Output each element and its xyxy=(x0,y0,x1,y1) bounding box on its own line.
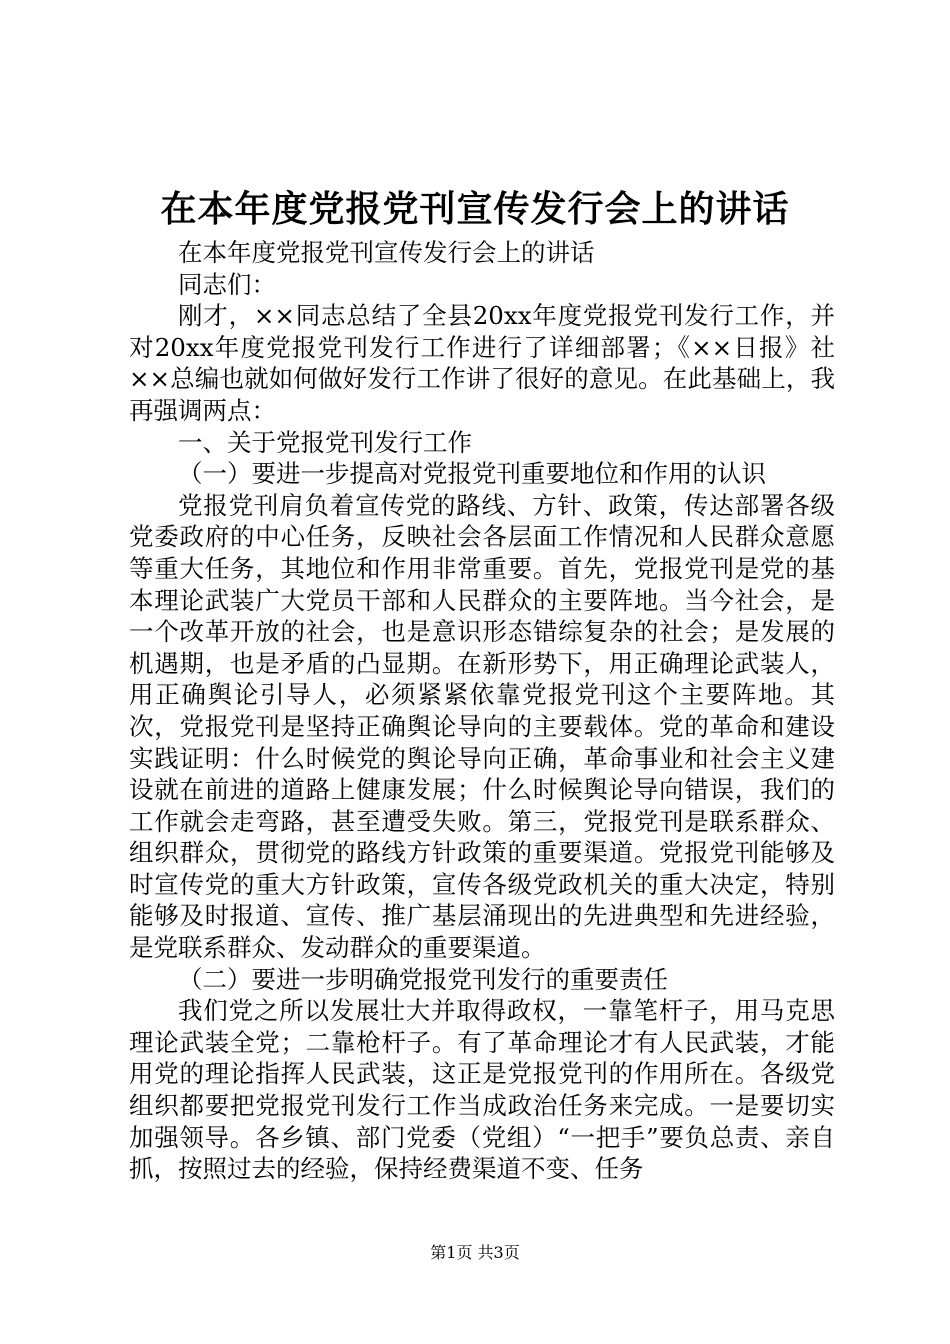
body-paragraph: 党报党刊肩负着宣传党的路线、方针、政策，传达部署各级党委政府的中心任务，反映社会各层面工作情况和人民群众意愿等重大任务，其地位和作用非常重要。首先，党报党刊是党的基本理论武装广大党员干部和人民群众的主要阵地。当今社会，是一个改革开放的社会，也是意识形态错综复杂的社会；是发展的机遇期，也是矛盾的凸显期。在新形势下，用正确理论武装人，用正确舆论引导人，必须紧紧依靠党报党刊这个主要阵地。其次，党报党刊是坚持正确舆论导向的主要载体。党的革命和建设实践证明：什么时候党的舆论导向正确，革命事业和社会主义建设就在前进的道路上健康发展；什么时候舆论导向错误，我们的工作就会走弯路，甚至遭受失败。第三，党报党刊是联系群众、组织群众，贯彻党的路线方针政策的重要渠道。党报党刊能够及时宣传党的重大方针政策，宣传各级党政机关的重大决定，特别能够及时报道、宣传、推广基层涌现出的先进典型和先进经验，是党联系群众、发动群众的重要渠道。 xyxy=(129,490,835,963)
subsection-heading-2: （二）要进一步明确党报党刊发行的重要责任 xyxy=(178,964,668,994)
section-heading-1: 一、关于党报党刊发行工作 xyxy=(178,427,472,457)
intro-paragraph: 刚才，××同志总结了全县20xx年度党报党刊发行工作，并对20xx年度党报党刊发行工作进行了详细部署；《××日报》社××总编也就如何做好发行工作讲了很好的意见。在此基础上，我再强调两点： xyxy=(129,301,835,425)
subtitle-paragraph: 在本年度党报党刊宣传发行会上的讲话 xyxy=(178,238,595,267)
subsection-heading-1: （一）要进一步提高对党报党刊重要地位和作用的认识 xyxy=(178,459,766,489)
body-paragraph: 我们党之所以发展壮大并取得政权，一靠笔杆子，用马克思理论武装全党；二靠枪杆子。有了革命理论才有人民武装，才能用党的理论指挥人民武装，这正是党报党刊的作用所在。各级党组织都要把党报党刊发行工作当成政治任务来完成。一是要切实加强领导。各乡镇、部门党委（党组）“一把手”要负总责、亲自抓，按照过去的经验，保持经费渠道不变、任务 xyxy=(129,996,835,1184)
page-number-footer: 第1页 共3页 xyxy=(430,1243,520,1262)
document-body xyxy=(129,237,835,1185)
document-title: 在本年度党报党刊宣传发行会上的讲话 xyxy=(160,188,790,230)
salutation-paragraph: 同志们： xyxy=(178,269,276,299)
